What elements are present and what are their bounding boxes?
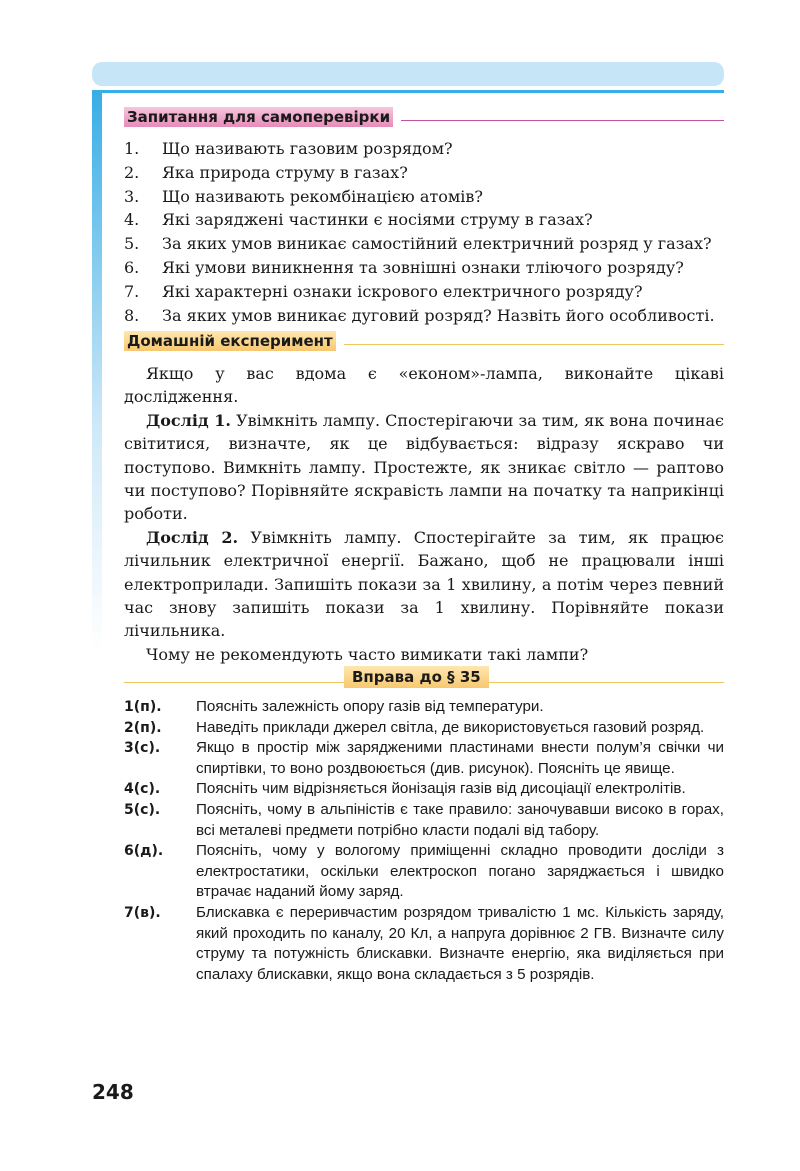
top-accent-line <box>92 90 724 93</box>
exercise-item: 6(д). Поясніть, чому у вологому приміщенні складно проводити досліди з електростатики, оскільки електроскоп погано заряджається і швидко втрачає наданий йому заряд. <box>124 842 724 901</box>
top-decorative-band <box>92 62 724 86</box>
exercise-item: 7(в). Блискавка є переривчастим розрядом тривалістю 1 мс. Кількість заряду, який проходить по каналу, 20 Кл, а напруга дорівнює 2 ГВ. Визначте силу струму та потужність блискавки. Визначте енергію, яка виділяється при спалаху блискавки, якщо вона складається з 5 розрядів. <box>124 903 724 983</box>
list-item: 4. Які заряджені частинки є носіями струму в газах? <box>124 210 593 230</box>
home-experiment-heading <box>124 330 724 352</box>
self-check-questions <box>124 137 734 327</box>
list-item: 5. За яких умов виникає самостійний електричний розряд у газах? <box>124 234 712 254</box>
list-item: 8. За яких умов виникає дуговий розряд? Назвіть його особливості. <box>124 305 715 325</box>
exercise-item: 5(с). Поясніть, чому в альпіністів є таке правило: заночувавши високо в горах, всі металеві предмети потрібно класти подалі від табору. <box>124 800 724 839</box>
home-experiment-title: Домашній експеримент <box>124 331 336 351</box>
list-item: 3. Що називають рекомбінацією атомів? <box>124 186 483 206</box>
exercise-title: Вправа до § 35 <box>344 666 489 688</box>
self-check-title: Запитання для самоперевірки <box>124 107 393 127</box>
experiment-question: Чому не рекомендують часто вимикати такі лампи? <box>146 644 589 664</box>
self-check-heading <box>124 106 724 128</box>
experiment-1: Дослід 1. Увімкніть лампу. Спостерігаючи за тим, як вона починає світитися, визначте, як це відбувається: відразу яскраво чи поступово. Вимкніть лампу. Простежте, як зникає світло — раптово чи поступово? Порівняйте яскравість лампи на початку та наприкінці роботи. <box>124 410 725 524</box>
exercise-item: 4(с). Поясніть чим відрізняється йонізація газів від дисоціації електролітів. <box>124 780 686 798</box>
experiment-2: Дослід 2. Увімкніть лампу. Спостерігайте за тим, як працює лічильник електричної енергії. Бажано, щоб не працювали інші електроприлади. Запишіть покази за 1 хвилину, а потім через певний час знову запишіть покази за 1 хвилину. Порівняйте покази лічильника. <box>124 527 725 641</box>
exercise-heading <box>124 666 724 690</box>
list-item: 6. Які умови виникнення та зовнішні ознаки тліючого розряду? <box>124 257 684 277</box>
experiment-intro: Якщо у вас вдома є «економ»-лампа, виконайте цікаві дослідження. <box>124 364 724 407</box>
list-item: 2. Яка природа струму в газах? <box>124 162 408 182</box>
home-experiment-body <box>124 362 724 666</box>
side-accent-bar <box>92 92 102 652</box>
list-item: 7. Які характерні ознаки іскрового електричного розряду? <box>124 281 643 301</box>
heading-rule <box>401 120 724 121</box>
exercise-item: 2(п). Наведіть приклади джерел світла, де використовується газовий розряд. <box>124 718 705 736</box>
list-item: 1. Що називають газовим розрядом? <box>124 139 453 158</box>
exercise-item: 3(с). Якщо в простір між зарядженими пластинами внести полум’я свічки чи спиртівки, то воно роздвоюється (див. рисунок). Поясніть це явище. <box>124 739 724 777</box>
page-number: 248 <box>92 1080 134 1104</box>
heading-rule <box>344 344 724 345</box>
exercise-list <box>124 697 724 985</box>
exercise-item: 1(п). Поясніть залежність опору газів від температури. <box>124 698 544 715</box>
